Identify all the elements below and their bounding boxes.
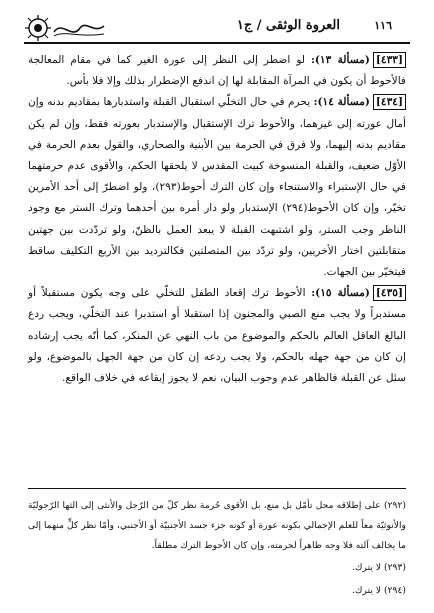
issue-number: [٤٣٣] [373, 52, 406, 68]
footnote-292: (٢٩٢) على إطلاقه محل تأمّل بل منع، بل الأقوى حُرمة نظر كلّ من الرّجل والأنثى إلى الثها الرّجوليّة والأنوثيّة معاً للعلم الإجمالي بكونه عورة أو كونه جزء جسد الأجنبيّة أو الأجنبي، وأمّا نظر كلٍّ منهما إلى ما يخالف آلته فلا وجه ظاهراً لحرمته، وإن كان الأحوط الترك مطلقاً. [28, 500, 406, 551]
footnote-293: (٢٩٣) لا يترك. [352, 562, 406, 574]
paragraph-text: الأحوط ترك إقعاد الطفل للتخلّي على وجه يكون مستقبلاً أو مستدبراً ولا يجب منع الصبي والمجنون إذا استقبلا أو استدبرا عند التخلّي، ويجب ردع البالغ العاقل العالم بالحكم والموضوع من باب النهي عن المنكر، كما أنّه يجب إرشاده إن كان من جهة جهله بالحكم، ولا يجب ردعه إن كان من جهة الجهل بالموضوع، ولو سئل عن القبلة فالظاهر عدم وجوب البيان، نعم لا يجوز إيقاعه في خلاف الواقع. [28, 287, 406, 385]
main-text [28, 50, 406, 389]
footnotes [28, 496, 406, 601]
ornament-icon [24, 14, 106, 42]
issue-heading: (مسألة ١٤): [313, 96, 370, 109]
issue-heading: (مسألة ١٣): [310, 54, 370, 66]
paragraph-text: يحرم في حال التخلّي استقبال القبلة واستدبارها بمقاديم بدنه وإن أمال عورته إلى غيرهما، والأحوط ترك الإستقبال والإستدبار بعورته فقط، وإن لم يكن مقاديم بدنه إليهما، ولا فرق في الحرمة بين الأبنية والصحاري، والقول بعدم الحرمة في الأوّل ضعيف، والقبلة المنسوخة كبيت المقدس لا يلحقها الحكم، والأقوى عدم حرمتهما في حال الإستبراء والاستنجاء وإن كان الترك أحوط(٢٩٣)، ولو اضطرّ إلى أحد الأمرين تخيّر، وإن كان الأحوط(٢٩٤) الإستدبار ولو دار أمره بين أحدهما وترك الستر مع وجود الناظر وجب الستر، ولو اشتبهت القبلة لا يبعد العمل بالظنّ، ولو تردّدت بين جهتين متقابلتين اختار الأخريين، ولو تردّد بين المتصلتين فكالترديد بين الأربع التكليف ساقط فيتخيّر بين الجهات. [28, 96, 406, 279]
issue-number: [٤٣٥] [373, 285, 406, 301]
book-title: العروة الوثقى / ج١ [236, 18, 340, 33]
paragraph-text: لو اضطر إلى النظر إلى عورة الغير كما في مقام المعالجة فالأحوط أن يكون في المرآة المقابلة لها إن اندفع الإضطرار بذلك وإلا فلا بأس. [28, 54, 406, 88]
footnote-294: (٢٩٤) لا يترك. [352, 585, 406, 597]
footnote-divider [28, 488, 406, 489]
paragraph-433 [28, 50, 406, 92]
page-header [24, 14, 410, 44]
issue-heading: (مسألة ١٥): [311, 287, 370, 300]
page-number: ١١٦ [374, 19, 392, 32]
paragraph-435 [28, 283, 406, 389]
issue-number: [٤٣٤] [373, 94, 406, 110]
paragraph-434 [28, 92, 406, 283]
